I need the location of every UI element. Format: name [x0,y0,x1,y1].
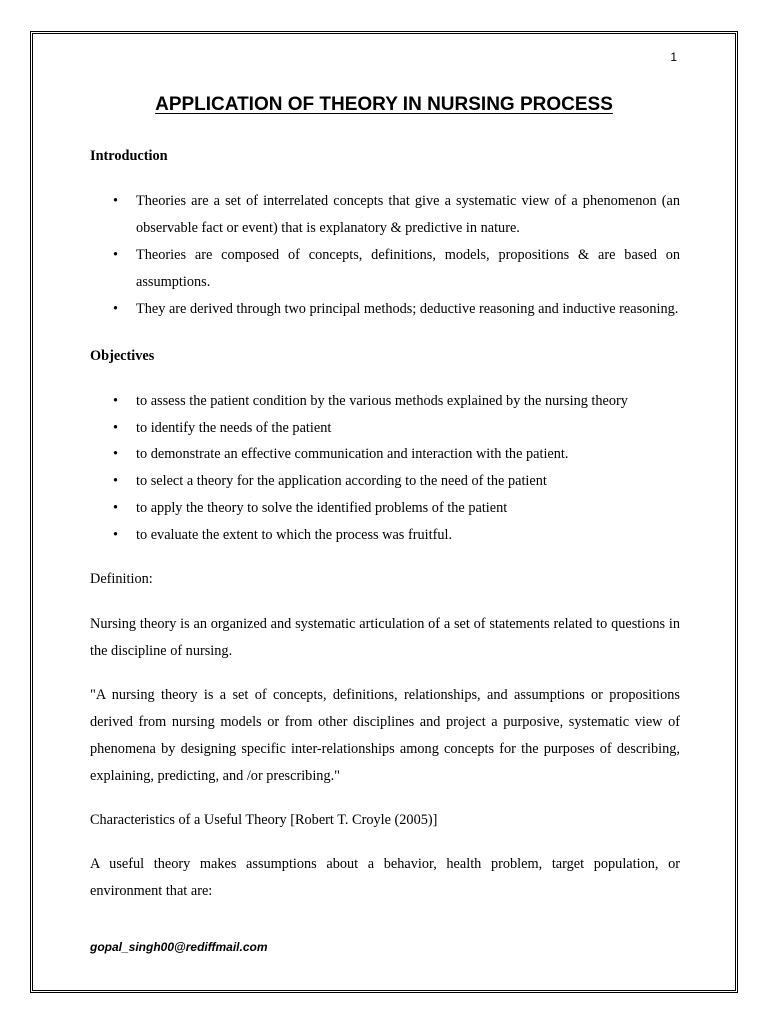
definition-label: Definition: [90,571,153,588]
list-item: • to apply the theory to solve the identified problems of the patient [90,495,680,522]
list-item: • to demonstrate an effective communication and interaction with the patient. [90,441,680,468]
footer-email: gopal_singh00@rediffmail.com [90,940,268,954]
list-item: • to evaluate the extent to which the process was fruitful. [90,522,680,549]
list-item: • Theories are a set of interrelated concepts that give a systematic view of a phenomenon (an observable fact or event) that is explanatory & predictive in nature. [90,188,680,242]
page-number: 1 [670,50,677,64]
objectives-heading: Objectives [90,348,155,364]
document-title: APPLICATION OF THEORY IN NURSING PROCESS [155,94,613,115]
document-body [90,146,680,905]
document-page [30,31,738,993]
characteristics-heading: Characteristics of a Useful Theory [Robert T. Croyle (2005)] [90,812,438,829]
introduction-heading: Introduction [90,148,168,164]
objectives-list [90,388,680,548]
characteristics-text: A useful theory makes assumptions about a behavior, health problem, target population, or environment that are: [90,856,680,900]
list-item: • to select a theory for the application according to the need of the patient [90,468,680,495]
list-item: • to identify the needs of the patient [90,415,680,442]
list-item: • They are derived through two principal methods; deductive reasoning and inductive reasoning. [90,296,680,323]
introduction-list [90,188,680,323]
definition-text: Nursing theory is an organized and systematic articulation of a set of statements related to questions in the discipline of nursing. [90,616,680,660]
definition-quote: "A nursing theory is a set of concepts, definitions, relationships, and assumptions or propositions derived from nursing models or from other disciplines and project a purposive, systematic view of phenomena by designing specific inter-relationships among concepts for the purposes of describing, explaining, predicting, and /or prescribing." [90,687,680,785]
list-item: • to assess the patient condition by the various methods explained by the nursing theory [90,388,680,415]
list-item: • Theories are composed of concepts, definitions, models, propositions & are based on assumptions. [90,242,680,296]
